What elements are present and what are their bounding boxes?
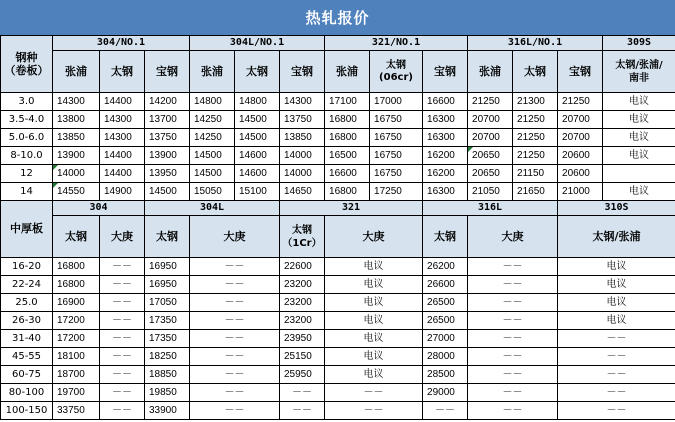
price-cell: 13900 bbox=[53, 147, 100, 165]
price-cell: 23200 bbox=[280, 294, 325, 312]
mill-header: 太钢/张浦 bbox=[558, 216, 675, 258]
price-cell: 15100 bbox=[235, 183, 280, 201]
mill-header: 太钢 (06cr) bbox=[370, 51, 423, 93]
price-cell: 28000 bbox=[423, 348, 468, 366]
price-cell: －－ bbox=[468, 384, 558, 402]
price-cell: 20700 bbox=[558, 111, 603, 129]
price-cell: 13750 bbox=[280, 111, 325, 129]
price-cell: 16200 bbox=[423, 147, 468, 165]
price-cell: 13800 bbox=[53, 111, 100, 129]
price-cell: 20650 bbox=[468, 147, 513, 165]
table-row bbox=[1, 111, 675, 129]
price-cell: 25150 bbox=[280, 348, 325, 366]
price-cell: 21000 bbox=[558, 183, 603, 201]
mill-header: 太钢 （1Cr） bbox=[280, 216, 325, 258]
price-cell: －－ bbox=[280, 384, 325, 402]
price-cell: 18250 bbox=[145, 348, 190, 366]
price-cell bbox=[603, 165, 675, 183]
price-cell: 17250 bbox=[370, 183, 423, 201]
price-cell: 14800 bbox=[190, 93, 235, 111]
table-row bbox=[1, 402, 675, 420]
price-cell: 13850 bbox=[53, 129, 100, 147]
price-cell: 电议 bbox=[603, 147, 675, 165]
price-cell: 14400 bbox=[100, 93, 145, 111]
price-cell: －－ bbox=[468, 258, 558, 276]
price-cell: 26600 bbox=[423, 276, 468, 294]
price-cell: 16800 bbox=[325, 129, 370, 147]
price-cell: 23950 bbox=[280, 330, 325, 348]
price-cell: －－ bbox=[468, 276, 558, 294]
price-cell: 电议 bbox=[325, 294, 423, 312]
price-cell: 23200 bbox=[280, 312, 325, 330]
price-cell: 15050 bbox=[190, 183, 235, 201]
price-cell: 14000 bbox=[280, 147, 325, 165]
price-cell: 13700 bbox=[145, 111, 190, 129]
price-cell: 13750 bbox=[145, 129, 190, 147]
price-cell: 13900 bbox=[145, 147, 190, 165]
grade-header-316l: 316L bbox=[423, 201, 558, 216]
price-cell: －－ bbox=[190, 402, 280, 420]
spec-cell: 26-30 bbox=[1, 312, 53, 330]
price-cell: 33750 bbox=[53, 402, 100, 420]
spec-cell: 3.5-4.0 bbox=[1, 111, 53, 129]
table-row bbox=[1, 384, 675, 402]
price-cell: 17000 bbox=[370, 93, 423, 111]
price-cell: 电议 bbox=[603, 129, 675, 147]
grade-header-316l: 316L/NO.1 bbox=[468, 36, 603, 51]
mill-header: 宝钢 bbox=[145, 51, 190, 93]
grade-header-309s: 309S bbox=[603, 36, 675, 51]
grade-header-321: 321 bbox=[280, 201, 423, 216]
price-cell: －－ bbox=[468, 312, 558, 330]
price-cell: 20600 bbox=[558, 147, 603, 165]
coil-price-rows bbox=[1, 93, 675, 201]
table-row bbox=[1, 294, 675, 312]
spec-cell: 100-150 bbox=[1, 402, 53, 420]
price-cell: 21250 bbox=[468, 93, 513, 111]
price-cell: 13850 bbox=[280, 129, 325, 147]
price-cell: 20600 bbox=[558, 165, 603, 183]
price-cell: 16200 bbox=[423, 165, 468, 183]
price-cell: 20700 bbox=[468, 129, 513, 147]
spec-cell: 8-10.0 bbox=[1, 147, 53, 165]
price-cell: －－ bbox=[558, 348, 675, 366]
price-cell: －－ bbox=[468, 366, 558, 384]
price-cell: 17350 bbox=[145, 312, 190, 330]
price-cell: 14550 bbox=[53, 183, 100, 201]
price-cell: 23200 bbox=[280, 276, 325, 294]
price-cell: 16500 bbox=[325, 147, 370, 165]
price-cell: 电议 bbox=[603, 183, 675, 201]
price-cell: －－ bbox=[325, 402, 423, 420]
price-cell: 21250 bbox=[513, 129, 558, 147]
mill-header: 大庚 bbox=[468, 216, 558, 258]
medium-plate-section bbox=[1, 201, 675, 258]
price-cell: 14200 bbox=[145, 93, 190, 111]
grade-header-321: 321/NO.1 bbox=[325, 36, 468, 51]
spec-cell: 14 bbox=[1, 183, 53, 201]
price-cell: 33900 bbox=[145, 402, 190, 420]
price-cell: 电议 bbox=[325, 366, 423, 384]
spec-cell: 16-20 bbox=[1, 258, 53, 276]
price-cell: －－ bbox=[325, 384, 423, 402]
price-cell: －－ bbox=[190, 348, 280, 366]
price-cell: 电议 bbox=[558, 294, 675, 312]
price-cell: －－ bbox=[100, 330, 145, 348]
price-cell: 17200 bbox=[53, 330, 100, 348]
table-row bbox=[1, 312, 675, 330]
price-cell: 21300 bbox=[513, 93, 558, 111]
mill-header: 太钢 bbox=[145, 216, 190, 258]
spec-cell: 80-100 bbox=[1, 384, 53, 402]
price-cell: －－ bbox=[190, 294, 280, 312]
price-cell: －－ bbox=[100, 384, 145, 402]
price-cell: 17100 bbox=[325, 93, 370, 111]
price-cell: 16750 bbox=[370, 165, 423, 183]
grade-header-304: 304/NO.1 bbox=[53, 36, 190, 51]
spec-cell: 60-75 bbox=[1, 366, 53, 384]
price-cell: 16300 bbox=[423, 111, 468, 129]
price-cell: －－ bbox=[100, 294, 145, 312]
price-cell: 13950 bbox=[145, 165, 190, 183]
price-cell: 电议 bbox=[325, 312, 423, 330]
mill-header: 太钢 bbox=[235, 51, 280, 93]
price-cell: 16750 bbox=[370, 111, 423, 129]
price-cell: －－ bbox=[468, 402, 558, 420]
price-cell: 17200 bbox=[53, 312, 100, 330]
price-cell: －－ bbox=[558, 402, 675, 420]
mill-header: 太钢/张浦/ 南非 bbox=[603, 51, 675, 93]
grade-header-304l: 304L/NO.1 bbox=[190, 36, 325, 51]
price-cell: －－ bbox=[558, 330, 675, 348]
table-row bbox=[1, 147, 675, 165]
price-cell: －－ bbox=[558, 366, 675, 384]
table-row bbox=[1, 366, 675, 384]
price-cell: 14500 bbox=[190, 165, 235, 183]
price-cell: 电议 bbox=[325, 330, 423, 348]
price-cell: －－ bbox=[468, 330, 558, 348]
price-cell: 14250 bbox=[190, 111, 235, 129]
mill-header: 太钢 bbox=[513, 51, 558, 93]
price-cell: 16750 bbox=[370, 147, 423, 165]
price-cell: 20700 bbox=[468, 111, 513, 129]
mill-header: 宝钢 bbox=[558, 51, 603, 93]
price-cell: 21650 bbox=[513, 183, 558, 201]
price-cell: 16300 bbox=[423, 183, 468, 201]
mill-header: 张浦 bbox=[325, 51, 370, 93]
table-row bbox=[1, 258, 675, 276]
price-cell: 14300 bbox=[53, 93, 100, 111]
price-cell: 14500 bbox=[145, 183, 190, 201]
price-table bbox=[0, 35, 675, 420]
price-cell: 16950 bbox=[145, 276, 190, 294]
price-cell: 16900 bbox=[53, 294, 100, 312]
mill-header: 大庚 bbox=[325, 216, 423, 258]
price-cell: 16800 bbox=[53, 276, 100, 294]
price-cell: －－ bbox=[190, 366, 280, 384]
hot-rolled-coil-section bbox=[1, 36, 675, 93]
grade-header-310s: 310S bbox=[558, 201, 675, 216]
table-row bbox=[1, 183, 675, 201]
price-cell: 20700 bbox=[558, 129, 603, 147]
price-cell: －－ bbox=[100, 258, 145, 276]
price-cell: 26500 bbox=[423, 312, 468, 330]
row-header-plate: 中厚板 bbox=[1, 201, 53, 258]
plate-price-rows bbox=[1, 258, 675, 420]
mill-header: 张浦 bbox=[53, 51, 100, 93]
price-cell: －－ bbox=[190, 330, 280, 348]
price-cell: 16800 bbox=[325, 183, 370, 201]
price-cell: 电议 bbox=[325, 348, 423, 366]
price-cell: 19850 bbox=[145, 384, 190, 402]
table-row bbox=[1, 165, 675, 183]
table-row bbox=[1, 129, 675, 147]
spec-cell: 12 bbox=[1, 165, 53, 183]
price-cell: 14600 bbox=[235, 165, 280, 183]
mill-header-row bbox=[1, 216, 675, 258]
price-cell: 14000 bbox=[280, 165, 325, 183]
price-cell: －－ bbox=[190, 312, 280, 330]
price-cell: 14400 bbox=[100, 147, 145, 165]
price-cell: 16600 bbox=[423, 93, 468, 111]
price-cell: －－ bbox=[190, 276, 280, 294]
price-cell: 14600 bbox=[235, 147, 280, 165]
price-cell: 14650 bbox=[280, 183, 325, 201]
price-cell: 16300 bbox=[423, 129, 468, 147]
price-cell: 17050 bbox=[145, 294, 190, 312]
price-cell: －－ bbox=[100, 402, 145, 420]
price-cell: －－ bbox=[100, 312, 145, 330]
mill-header: 张浦 bbox=[468, 51, 513, 93]
grade-header-304: 304 bbox=[53, 201, 145, 216]
spec-cell: 3.0 bbox=[1, 93, 53, 111]
price-cell: 21250 bbox=[558, 93, 603, 111]
price-cell: 14500 bbox=[190, 147, 235, 165]
spec-cell: 45-55 bbox=[1, 348, 53, 366]
price-cell: 26200 bbox=[423, 258, 468, 276]
price-cell: －－ bbox=[100, 348, 145, 366]
price-cell: 14300 bbox=[280, 93, 325, 111]
spec-cell: 22-24 bbox=[1, 276, 53, 294]
price-cell: 14500 bbox=[235, 111, 280, 129]
price-cell: 14400 bbox=[100, 165, 145, 183]
price-cell: 17350 bbox=[145, 330, 190, 348]
price-cell: 电议 bbox=[325, 258, 423, 276]
price-cell: 14300 bbox=[100, 129, 145, 147]
price-cell: 14900 bbox=[100, 183, 145, 201]
table-row bbox=[1, 348, 675, 366]
price-cell: 18850 bbox=[145, 366, 190, 384]
spec-cell: 25.0 bbox=[1, 294, 53, 312]
price-cell: －－ bbox=[100, 276, 145, 294]
price-cell: 电议 bbox=[603, 93, 675, 111]
price-cell: 16950 bbox=[145, 258, 190, 276]
grade-header-304l: 304L bbox=[145, 201, 280, 216]
mill-header: 大庚 bbox=[190, 216, 280, 258]
spec-cell: 5.0-6.0 bbox=[1, 129, 53, 147]
price-cell: 22600 bbox=[280, 258, 325, 276]
price-cell: 19700 bbox=[53, 384, 100, 402]
mill-header: 张浦 bbox=[190, 51, 235, 93]
price-cell: 16750 bbox=[370, 129, 423, 147]
price-cell: 21250 bbox=[513, 147, 558, 165]
price-cell: －－ bbox=[190, 258, 280, 276]
price-cell: 27000 bbox=[423, 330, 468, 348]
price-cell: 18100 bbox=[53, 348, 100, 366]
price-cell: 电议 bbox=[325, 276, 423, 294]
price-cell: 21150 bbox=[513, 165, 558, 183]
price-cell: －－ bbox=[280, 402, 325, 420]
price-cell: 16800 bbox=[325, 111, 370, 129]
mill-header: 宝钢 bbox=[280, 51, 325, 93]
price-cell: 21250 bbox=[513, 111, 558, 129]
price-cell: 20650 bbox=[468, 165, 513, 183]
price-cell: 14500 bbox=[235, 129, 280, 147]
mill-header-row bbox=[1, 51, 675, 93]
row-header-coil: 钢种 （卷板） bbox=[1, 36, 53, 93]
price-cell: 14300 bbox=[100, 111, 145, 129]
price-cell: 电议 bbox=[603, 111, 675, 129]
price-cell: －－ bbox=[190, 384, 280, 402]
mill-header: 大庚 bbox=[100, 216, 145, 258]
price-cell: 28500 bbox=[423, 366, 468, 384]
price-cell: －－ bbox=[423, 402, 468, 420]
price-cell: 电议 bbox=[558, 312, 675, 330]
price-cell: 14250 bbox=[190, 129, 235, 147]
price-cell: 21050 bbox=[468, 183, 513, 201]
price-cell: 29000 bbox=[423, 384, 468, 402]
price-cell: 16600 bbox=[325, 165, 370, 183]
mill-header: 太钢 bbox=[53, 216, 100, 258]
table-row bbox=[1, 330, 675, 348]
price-cell: 电议 bbox=[558, 258, 675, 276]
price-cell: －－ bbox=[468, 348, 558, 366]
price-cell: 电议 bbox=[558, 276, 675, 294]
price-cell: －－ bbox=[100, 366, 145, 384]
mill-header: 太钢 bbox=[100, 51, 145, 93]
price-cell: －－ bbox=[468, 294, 558, 312]
price-cell: 14800 bbox=[235, 93, 280, 111]
table-row bbox=[1, 93, 675, 111]
mill-header: 宝钢 bbox=[423, 51, 468, 93]
sheet-title: 热轧报价 bbox=[0, 0, 675, 35]
mill-header: 太钢 bbox=[423, 216, 468, 258]
price-cell: 25950 bbox=[280, 366, 325, 384]
price-cell: －－ bbox=[558, 384, 675, 402]
price-cell: 14000 bbox=[53, 165, 100, 183]
table-row bbox=[1, 276, 675, 294]
price-cell: 18700 bbox=[53, 366, 100, 384]
price-cell: 16800 bbox=[53, 258, 100, 276]
spec-cell: 31-40 bbox=[1, 330, 53, 348]
price-cell: 26500 bbox=[423, 294, 468, 312]
